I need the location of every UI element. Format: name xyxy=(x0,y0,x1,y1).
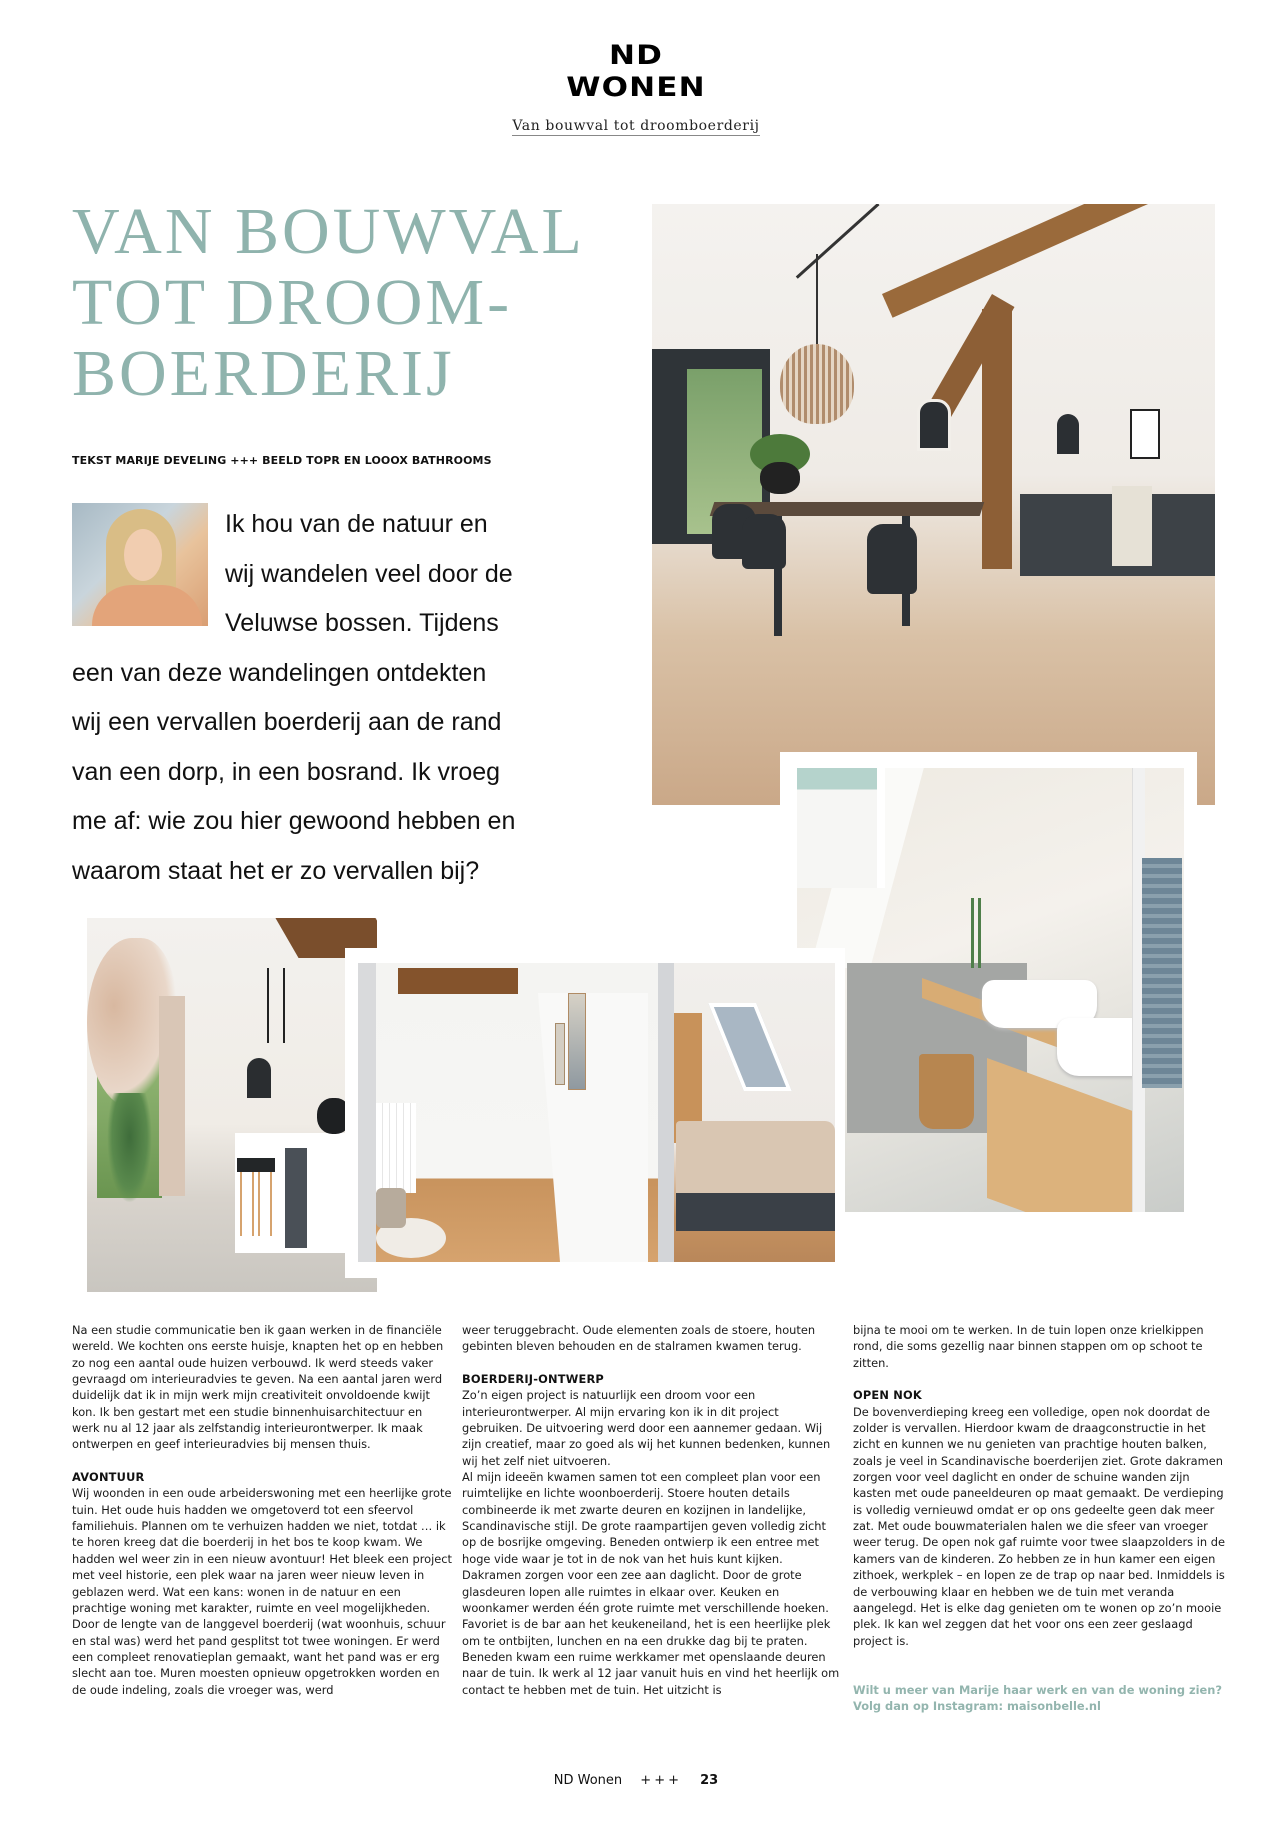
intro-line: Veluwse bossen. Tijdens xyxy=(225,609,499,637)
dining-chair xyxy=(742,514,786,569)
title-line-1: VAN BOUWVAL xyxy=(72,195,585,268)
paragraph: Zo’n eigen project is natuurlijk een droom voor een interieurontwerper. Al mijn ervaring kon ik in dit project gebruiken. De uitvoering werd door een aannemer gedaan. Wij zijn creatief, maar zo goed als wij het kunnen bedenken, kunnen wij het zelf niet uitvoeren. xyxy=(462,1388,831,1468)
pendant-light xyxy=(267,968,269,1043)
stair-railing xyxy=(376,1103,416,1193)
paragraph: Beneden kwam een ruime werkkamer met openslaande deuren naar de tuin. Ik werk al 12 jaar vanuit huis en vind het heerlijk om contact te hebben met de tuin. Het uitzicht is xyxy=(462,1649,840,1697)
paragraph: Na een studie communicatie ben ik gaan werken in de financiële wereld. We kochten ons eerste huisje, knapten het op en hebben zo nog een aantal oude huizen verbouwd. Ik werd steeds vaker gevraagd om interieuradvies te geven. Na een aantal jaren werd duidelijk dat ik in mijn werk mijn creativiteit onvoldoende kwijt kon. Ik ben gestart met een studie binnenhuisarchitectuur en werk nu al 12 jaar als zelfstandig interieurontwerper. Ik maak ontwerpen en geef interieuradvies bij mensen thuis. xyxy=(72,1323,444,1452)
arched-window xyxy=(917,399,951,451)
door-jamb xyxy=(358,963,376,1262)
aloe-plant xyxy=(957,898,992,968)
wall-art xyxy=(568,993,586,1090)
armchair xyxy=(376,1188,406,1228)
intro-line: me af: wie zou hier gewoond hebben en xyxy=(72,807,516,835)
body-column-1 xyxy=(72,1322,452,1698)
kitchen-photo xyxy=(87,918,377,1292)
bird-of-paradise-plant xyxy=(107,1093,152,1203)
paragraph: Wij woonden in een oude arbeiderswoning met een heerlijke grote tuin. Het oude huis hadden we omgetoverd tot een sfeervol familiehuis. Plannen om te verhuizen hadden we niet, totdat … ik te horen kreeg dat die boerderij in het bos te koop kwam. We hadden wel weer zin in een nieuw avontuur! Het bleek een project met veel historie, een plek waar na jaren weer nieuw leven in geblazen werd. Wat een kans: wonen in de natuur en een prachtige woning met karakter, ruimte en veel mogelijkheden. Door de lengte van de langgevel boerderij (wat woonhuis, schuur en stal was) werd het pand gesplitst tot twee woningen. Er werd een compleet renovatieplan gemaakt, want het pand was er erg slecht aan toe. Muren moesten opnieuw opgetrokken worden en de oude indeling, zoals die vroeger was, werd xyxy=(72,1486,453,1697)
logo-line-1: ND xyxy=(608,40,664,71)
door-frame xyxy=(658,963,674,1262)
hallway-photo xyxy=(358,963,835,1262)
skylight xyxy=(797,768,885,888)
island-panel xyxy=(285,1148,307,1248)
intro-paragraph xyxy=(72,500,632,896)
dining-room-photo xyxy=(652,204,1215,805)
subheading-open-nok: OPEN NOK xyxy=(853,1388,922,1403)
intro-line: waarom staat het er zo vervallen bij? xyxy=(72,856,480,885)
subheading-avontuur: AVONTUUR xyxy=(72,1470,145,1485)
section-title: Van bouwval tot droomboerderij xyxy=(512,118,760,134)
rattan-pendant-lamp xyxy=(780,344,854,424)
wall-art xyxy=(555,1023,565,1085)
arched-window xyxy=(1057,414,1079,454)
paragraph: Al mijn ideeën kwamen samen tot een compleet plan voor een ruimtelijke en lichte woonboerderij. Stoere houten details combineerde ik met zwarte deuren en kozijnen in landelijke, Scandinavische stijl. De grote raampartijen geven volledig zicht op de bosrijke omgeving. Beneden ontwierp ik een entree met hoge vide waar je tot in de nok van het huis kunt kijken. Dakramen zorgen voor een zee aan daglicht. Door de grote glasdeuren lopen alle ruimtes in elkaar over. Keuken en woonkamer werden één grote ruimte met verschillende hoeken. Favoriet is de bar aan het keukeneiland, het is een heerlijke plek om te ontbijten, lunchen en na een drukke dag bij te praten. xyxy=(462,1470,831,1648)
bathroom-photo xyxy=(797,768,1184,1212)
article-title xyxy=(72,196,632,409)
throw-blanket xyxy=(1112,486,1152,566)
black-vase xyxy=(760,462,800,494)
wicker-basket xyxy=(919,1054,974,1129)
subheading-boerderij-ontwerp: BOERDERIJ-ONTWERP xyxy=(462,1372,604,1387)
paragraph: weer teruggebracht. Oude elementen zoals de stoere, houten gebinten bleven behouden en de stalramen kwamen terug. xyxy=(462,1323,816,1354)
footer-separator: +++ xyxy=(640,1773,682,1788)
title-line-2: TOT DROOM- xyxy=(72,266,513,339)
bar-stool xyxy=(237,1158,257,1236)
intro-line: wij een vervallen boerderij aan de rand xyxy=(72,708,502,736)
blue-towel xyxy=(1142,858,1182,1088)
intro-line: wij wandelen veel door de xyxy=(225,559,513,588)
title-line-3: BOERDERIJ xyxy=(72,337,455,410)
article-credits: TEKST MARIJE DEVELING +++ BEELD TOPR EN LOOOX BATHROOMS xyxy=(72,454,492,467)
intro-line: Ik hou van de natuur en xyxy=(225,510,488,538)
paragraph: De bovenverdieping kreeg een volledige, open nok doordat de zolder is vervallen. Hierdoor kwam de draagconstructie in het zicht en kunnen we nu genieten van prachtige houten balken, zoals je veel in Scandinavische boerderijen ziet. Grote dakramen zorgen voor veel daglicht en onder de schuine wanden zijn kasten met oude paneeldeuren op maat gemaakt. De verdieping is volledig vernieuwd omdat er op ons gedeelte geen dak meer zat. Met oude bouwmaterialen halen we die sfeer van vroeger weer terug. De open nok gaf ruimte voor twee slaapzolders in de kamers van de kinderen. Zo hebben ze in hun kamer een eigen zithoek, werkplek – en lopen ze de trap op naar bed. Inmiddels is de verbouwing klaar en hebben we de tuin met veranda aangelegd. Het is elke dag genieten om te wonen op zo’n mooie plek. Ik kan wel zeggen dat het voor ons een zeer geslaagd project is. xyxy=(853,1404,1225,1648)
page-number: 23 xyxy=(700,1773,719,1788)
body-column-3 xyxy=(853,1322,1228,1715)
wall-art xyxy=(1130,409,1160,459)
dining-chair xyxy=(867,524,917,594)
masthead xyxy=(0,40,1272,136)
oak-beam xyxy=(398,968,518,994)
body-column-2 xyxy=(462,1322,842,1698)
oak-beam xyxy=(882,204,1215,318)
bed xyxy=(676,1121,835,1201)
page-footer xyxy=(0,1773,1272,1788)
paragraph: bijna te mooi om te werken. In de tuin lopen onze krielkippen rond, die soms gezellig naar binnen stappen om op schoot te zitten. xyxy=(853,1323,1204,1370)
logo-line-2: WONEN xyxy=(566,72,706,103)
bed-base xyxy=(676,1193,835,1231)
wooden-cabinet xyxy=(987,1058,1137,1212)
publication-name: ND Wonen xyxy=(553,1773,623,1788)
lamp-cord xyxy=(816,254,818,344)
intro-line: een van deze wandelingen ontdekten xyxy=(72,658,487,687)
bar-stool xyxy=(255,1158,275,1236)
intro-line: van een dorp, in een bosrand. Ik vroeg xyxy=(72,757,501,786)
linen-curtain xyxy=(159,996,185,1196)
pendant-light xyxy=(283,968,285,1043)
instagram-callout: Wilt u meer van Marije haar werk en van de woning zien? Volg dan op Instagram: maisonbelle.nl xyxy=(853,1682,1222,1714)
light-track xyxy=(796,204,880,279)
arched-window xyxy=(247,1058,271,1098)
